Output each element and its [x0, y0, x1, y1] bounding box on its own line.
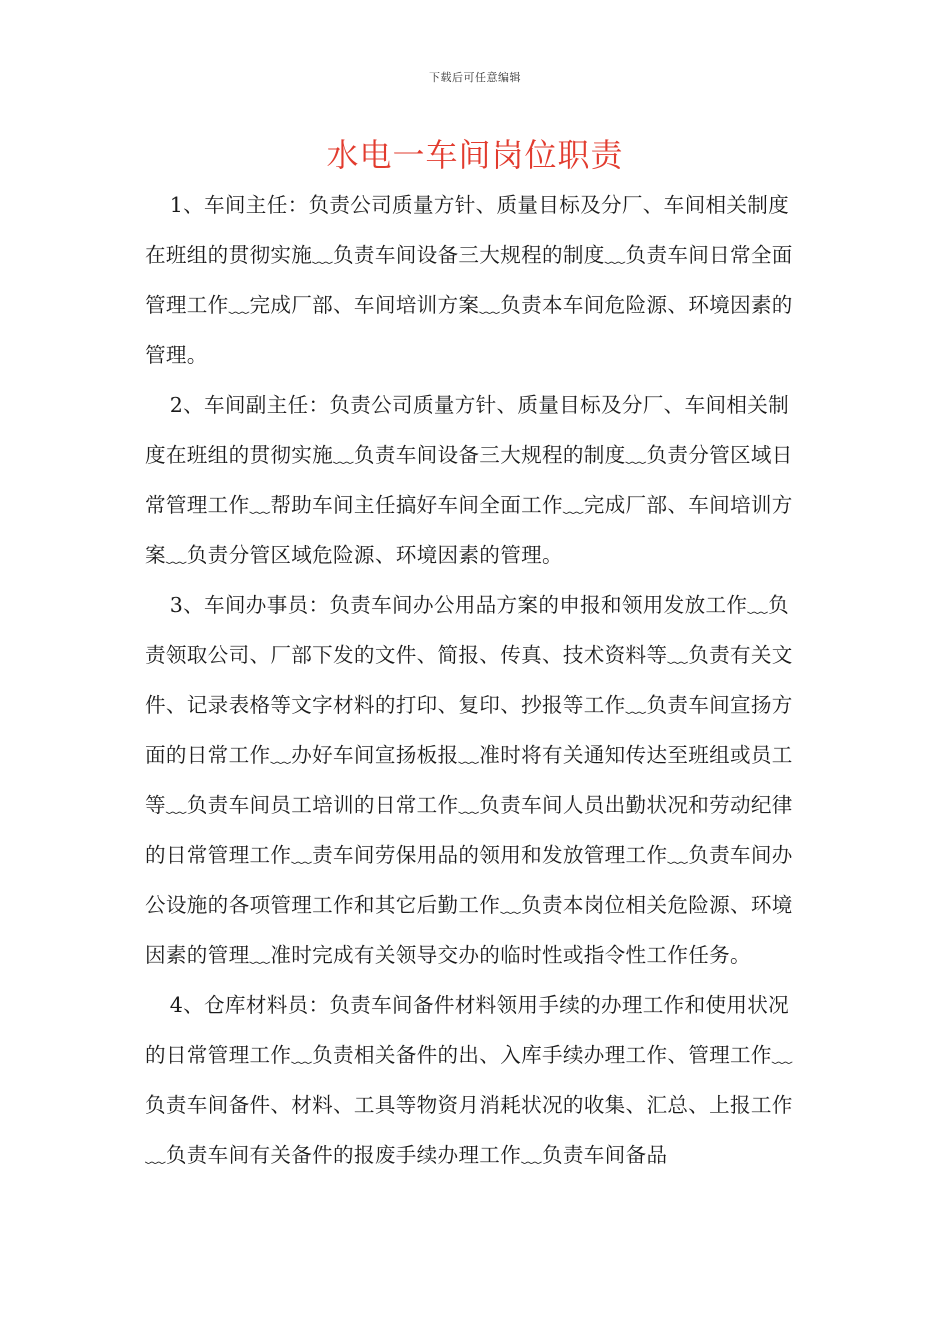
document-title: 水电一车间岗位职责 — [326, 136, 624, 174]
paragraph-workshop-clerk: 3、车间办事员：负责车间办公用品方案的申报和领用发放工作﹏负责领取公司、厂部下发的文件、简报、传真、技术资料等﹏负责有关文件、记录表格等文字材料的打印、复印、抄报等工作﹏负责车间宣扬方面的日常工作﹏办好车间宣扬板报﹏准时将有关通知传达至班组或员工等﹏负责车间员工培训的日常工作﹏负责车间人员出勤状况和劳动纪律的日常管理工作﹏责车间劳保用品的领用和发放管理工作﹏负责车间办公设施的各项管理工作和其它后勤工作﹏负责本岗位相关危险源、环境因素的管理﹏准时完成有关领导交办的临时性或指令性工作任务。 — [145, 593, 793, 967]
document-body — [145, 180, 809, 1180]
header-note: 下载后可任意编辑 — [429, 71, 521, 84]
paragraph-workshop-director: 1、车间主任：负责公司质量方针、质量目标及分厂、车间相关制度在班组的贯彻实施﹏负责车间设备三大规程的制度﹏负责车间日常全面管理工作﹏完成厂部、车间培训方案﹏负责本车间危险源、环境因素的管理。 — [145, 193, 793, 367]
paragraph-deputy-director: 2、车间副主任：负责公司质量方针、质量目标及分厂、车间相关制度在班组的贯彻实施﹏负责车间设备三大规程的制度﹏负责分管区域日常管理工作﹏帮助车间主任搞好车间全面工作﹏完成厂部、车间培训方案﹏负责分管区域危险源、环境因素的管理。 — [145, 393, 793, 567]
paragraph-warehouse-keeper: 4、仓库材料员：负责车间备件材料领用手续的办理工作和使用状况的日常管理工作﹏负责相关备件的出、入库手续办理工作、管理工作﹏负责车间备件、材料、工具等物资月消耗状况的收集、汇总、上报工作﹏负责车间有关备件的报废手续办理工作﹏负责车间备品 — [145, 993, 793, 1167]
